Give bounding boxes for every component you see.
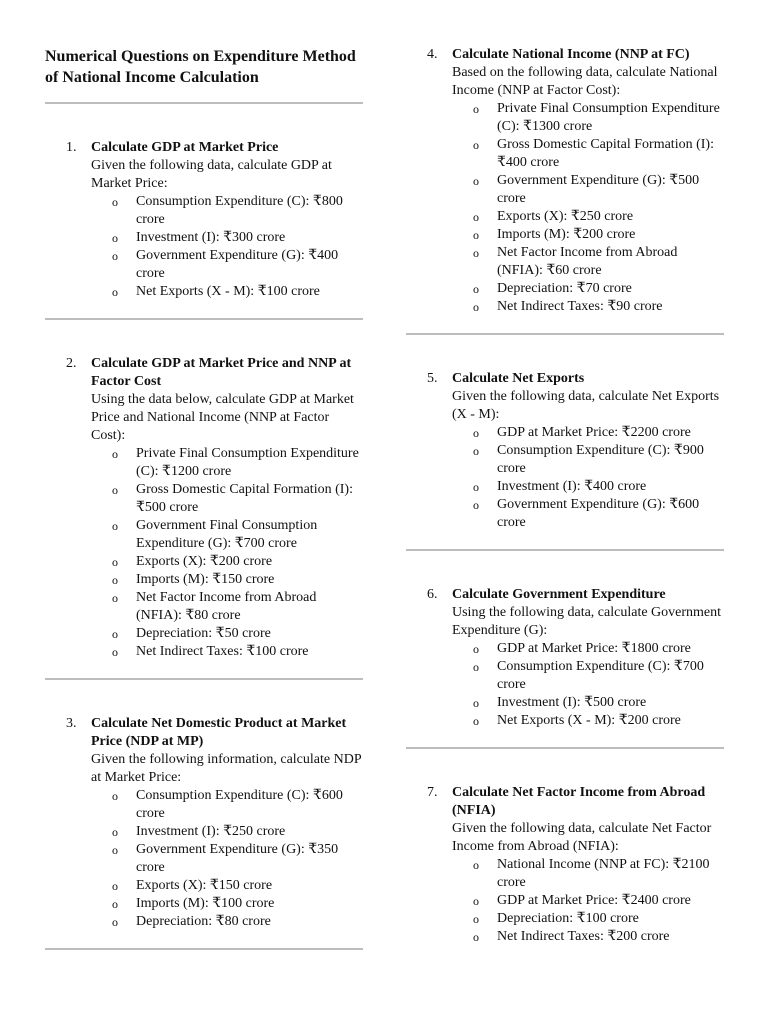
bullet-icon: o <box>112 897 118 911</box>
data-item-list <box>91 445 363 661</box>
question-title: Calculate Net Exports <box>452 371 585 386</box>
data-item-list <box>452 640 724 730</box>
data-item <box>473 172 724 208</box>
data-item-text: Investment (I): ₹300 crore <box>136 230 286 245</box>
data-item-text: Investment (I): ₹400 crore <box>497 479 647 494</box>
data-item-list <box>91 787 363 931</box>
data-item <box>473 892 724 910</box>
data-item-list <box>452 424 724 532</box>
data-item <box>473 424 724 442</box>
data-item-text: Gross Domestic Capital Formation (I): ₹500 crore <box>136 482 353 515</box>
question-title: Calculate Net Factor Income from Abroad (NFIA) <box>452 785 706 818</box>
bullet-icon: o <box>112 843 118 857</box>
data-item <box>473 694 724 712</box>
data-item <box>112 481 363 517</box>
question-number: 3. <box>66 716 77 731</box>
data-item-text: Depreciation: ₹50 crore <box>136 626 271 641</box>
data-item <box>473 298 724 316</box>
data-item <box>473 244 724 280</box>
question-prompt: Based on the following data, calculate National Income (NNP at Factor Cost): <box>452 65 718 98</box>
data-item <box>112 841 363 877</box>
bullet-icon: o <box>112 573 118 587</box>
data-item-text: Government Expenditure (G): ₹350 crore <box>136 842 339 875</box>
divider <box>406 747 724 749</box>
bullet-icon: o <box>112 483 118 497</box>
bullet-icon: o <box>473 894 479 908</box>
data-item <box>112 247 363 283</box>
data-item-text: Net Indirect Taxes: ₹200 crore <box>497 929 670 944</box>
data-item-text: Exports (X): ₹150 crore <box>136 878 273 893</box>
divider <box>45 318 363 320</box>
data-item-text: Imports (M): ₹100 crore <box>136 896 275 911</box>
data-item <box>473 658 724 694</box>
data-item-text: Depreciation: ₹80 crore <box>136 914 271 929</box>
question-prompt: Using the following data, calculate Government Expenditure (G): <box>452 605 722 638</box>
data-item-list <box>452 100 724 316</box>
bullet-icon: o <box>112 825 118 839</box>
data-item <box>112 553 363 571</box>
bullet-icon: o <box>473 282 479 296</box>
data-item <box>473 640 724 658</box>
data-item-text: Net Exports (X - M): ₹100 crore <box>136 284 320 299</box>
data-item <box>473 712 724 730</box>
question-number: 5. <box>427 371 438 386</box>
question-6 <box>406 586 724 730</box>
data-item-text: Imports (M): ₹150 crore <box>136 572 275 587</box>
data-item <box>112 283 363 301</box>
data-item-text: Private Final Consumption Expenditure (C): ₹1200 crore <box>136 446 359 479</box>
bullet-icon: o <box>112 645 118 659</box>
question-prompt: Given the following information, calculate NDP at Market Price: <box>91 752 362 785</box>
divider <box>45 102 363 104</box>
question-2 <box>45 355 363 661</box>
data-item-text: Consumption Expenditure (C): ₹700 crore <box>497 659 704 692</box>
data-item-text: GDP at Market Price: ₹2200 crore <box>497 425 691 440</box>
data-item <box>112 895 363 913</box>
data-item <box>473 208 724 226</box>
data-item-text: Government Expenditure (G): ₹400 crore <box>136 248 339 281</box>
bullet-icon: o <box>473 228 479 242</box>
question-number: 7. <box>427 785 438 800</box>
divider <box>406 333 724 335</box>
bullet-icon: o <box>112 285 118 299</box>
divider <box>406 549 724 551</box>
bullet-icon: o <box>473 480 479 494</box>
data-item <box>112 571 363 589</box>
question-4 <box>406 46 724 316</box>
left-column <box>45 46 363 950</box>
data-item-text: Net Exports (X - M): ₹200 crore <box>497 713 681 728</box>
data-item <box>473 478 724 496</box>
divider <box>45 678 363 680</box>
question-prompt: Given the following data, calculate Net Factor Income from Abroad (NFIA): <box>452 821 712 854</box>
question-title: Calculate GDP at Market Price <box>91 140 279 155</box>
bullet-icon: o <box>473 138 479 152</box>
data-item-text: Net Indirect Taxes: ₹90 crore <box>497 299 663 314</box>
data-item <box>473 928 724 946</box>
bullet-icon: o <box>112 249 118 263</box>
question-7 <box>406 784 724 946</box>
data-item-text: Investment (I): ₹500 crore <box>497 695 647 710</box>
data-item <box>112 787 363 823</box>
data-item <box>112 913 363 931</box>
question-prompt: Given the following data, calculate Net Exports (X - M): <box>452 389 720 422</box>
data-item-text: Net Factor Income from Abroad (NFIA): ₹60 crore <box>497 245 678 278</box>
bullet-icon: o <box>112 195 118 209</box>
data-item-text: Private Final Consumption Expenditure (C): ₹1300 crore <box>497 101 720 134</box>
bullet-icon: o <box>112 915 118 929</box>
data-item <box>473 910 724 928</box>
bullet-icon: o <box>473 300 479 314</box>
data-item-text: Depreciation: ₹70 crore <box>497 281 632 296</box>
right-column <box>406 46 724 946</box>
data-item-text: Government Expenditure (G): ₹600 crore <box>497 497 700 530</box>
question-number: 2. <box>66 356 77 371</box>
data-item <box>473 496 724 532</box>
bullet-icon: o <box>473 642 479 656</box>
bullet-icon: o <box>473 426 479 440</box>
bullet-icon: o <box>473 858 479 872</box>
bullet-icon: o <box>473 498 479 512</box>
data-item-text: GDP at Market Price: ₹2400 crore <box>497 893 691 908</box>
question-title: Calculate GDP at Market Price and NNP at Factor Cost <box>91 356 352 389</box>
bullet-icon: o <box>473 210 479 224</box>
bullet-icon: o <box>473 696 479 710</box>
data-item-text: Imports (M): ₹200 crore <box>497 227 636 242</box>
question-title: Calculate Government Expenditure <box>452 587 666 602</box>
bullet-icon: o <box>112 879 118 893</box>
question-number: 6. <box>427 587 438 602</box>
data-item-text: Exports (X): ₹250 crore <box>497 209 634 224</box>
data-item <box>473 136 724 172</box>
data-item-list <box>452 856 724 946</box>
question-title: Calculate Net Domestic Product at Market Price (NDP at MP) <box>91 716 347 749</box>
data-item-text: Government Final Consumption Expenditure (G): ₹700 crore <box>136 518 318 551</box>
data-item <box>473 226 724 244</box>
data-item <box>112 193 363 229</box>
data-item <box>112 445 363 481</box>
data-item-text: Depreciation: ₹100 crore <box>497 911 639 926</box>
question-1 <box>45 139 363 301</box>
bullet-icon: o <box>112 231 118 245</box>
bullet-icon: o <box>112 447 118 461</box>
data-item <box>473 280 724 298</box>
question-3 <box>45 715 363 931</box>
question-prompt: Given the following data, calculate GDP at Market Price: <box>91 158 332 191</box>
data-item-text: Government Expenditure (G): ₹500 crore <box>497 173 700 206</box>
bullet-icon: o <box>112 519 118 533</box>
data-item-text: Net Factor Income from Abroad (NFIA): ₹80 crore <box>136 590 317 623</box>
data-item-text: Consumption Expenditure (C): ₹800 crore <box>136 194 343 227</box>
data-item <box>473 442 724 478</box>
bullet-icon: o <box>473 930 479 944</box>
question-5 <box>406 370 724 532</box>
bullet-icon: o <box>112 627 118 641</box>
bullet-icon: o <box>473 444 479 458</box>
left-question-list <box>45 139 363 950</box>
document-title: Numerical Questions on Expenditure Method of National Income Calculation <box>45 48 356 86</box>
question-number: 1. <box>66 140 77 155</box>
data-item <box>112 589 363 625</box>
bullet-icon: o <box>473 660 479 674</box>
bullet-icon: o <box>473 174 479 188</box>
data-item-text: Consumption Expenditure (C): ₹600 crore <box>136 788 343 821</box>
data-item <box>473 856 724 892</box>
right-question-list <box>406 46 724 946</box>
data-item <box>473 100 724 136</box>
bullet-icon: o <box>112 789 118 803</box>
data-item <box>112 877 363 895</box>
question-prompt: Using the data below, calculate GDP at Market Price and National Income (NNP at Factor Cost): <box>91 392 354 443</box>
question-title: Calculate National Income (NNP at FC) <box>452 47 690 62</box>
data-item <box>112 229 363 247</box>
data-item <box>112 643 363 661</box>
data-item <box>112 625 363 643</box>
bullet-icon: o <box>473 246 479 260</box>
bullet-icon: o <box>473 912 479 926</box>
bullet-icon: o <box>473 102 479 116</box>
data-item-text: Consumption Expenditure (C): ₹900 crore <box>497 443 704 476</box>
bullet-icon: o <box>473 714 479 728</box>
question-number: 4. <box>427 47 438 62</box>
divider <box>45 948 363 950</box>
data-item-text: Net Indirect Taxes: ₹100 crore <box>136 644 309 659</box>
data-item <box>112 823 363 841</box>
data-item <box>112 517 363 553</box>
bullet-icon: o <box>112 591 118 605</box>
data-item-text: Investment (I): ₹250 crore <box>136 824 286 839</box>
data-item-text: Gross Domestic Capital Formation (I): ₹400 crore <box>497 137 714 170</box>
data-item-text: GDP at Market Price: ₹1800 crore <box>497 641 691 656</box>
data-item-text: Exports (X): ₹200 crore <box>136 554 273 569</box>
bullet-icon: o <box>112 555 118 569</box>
data-item-list <box>91 193 363 301</box>
data-item-text: National Income (NNP at FC): ₹2100 crore <box>497 857 710 890</box>
